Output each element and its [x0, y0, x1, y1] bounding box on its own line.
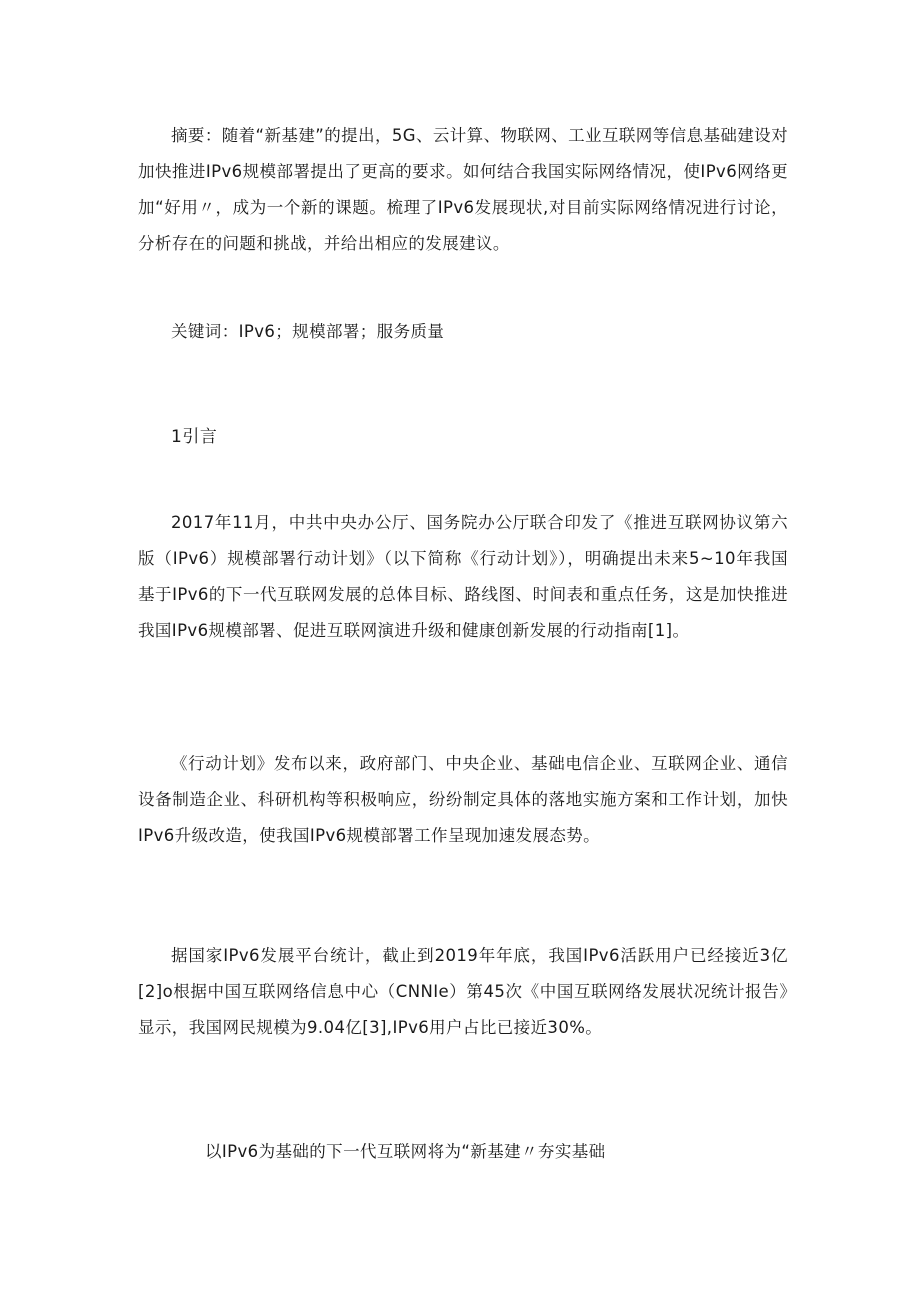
section-heading-introduction: 1引言	[171, 427, 218, 447]
abstract-paragraph: 摘要：随着“新基建”的提出，5G、云计算、物联网、工业互联网等信息基础建设对加快推进IPv6规模部署提出了更高的要求。如何结合我国实际网络情况，使IPv6网络更加“好用〃，成为一个新的课题。梳理了IPv6发展现状,对目前实际网络情况进行讨论，分析存在的问题和挑战，并给出相应的发展建议。	[138, 126, 788, 253]
keywords-line: 关键词：IPv6；规模部署；服务质量	[171, 322, 445, 341]
body-paragraph: 2017年11月，中共中央办公厅、国务院办公厅联合印发了《推进互联网协议第六版（IPv6）规模部署行动计划》（以下简称《行动计划》），明确提出未来5~10年我国基于IPv6的下一代互联网发展的总体目标、路线图、时间表和重点任务，这是加快推进我国IPv6规模部署、促进互联网演进升级和健康创新发展的行动指南[1]。	[138, 513, 788, 640]
body-paragraph: 《行动计划》发布以来，政府部门、中央企业、基础电信企业、互联网企业、通信设备制造企业、科研机构等积极响应，纷纷制定具体的落地实施方案和工作计划，加快IPv6升级改造，使我国IPv6规模部署工作呈现加速发展态势。	[138, 754, 788, 845]
body-paragraph: 据国家IPv6发展平台统计，截止到2019年年底，我国IPv6活跃用户已经接近3亿[2]o根据中国互联网络信息中心（CNNIe）第45次《中国互联网络发展状况统计报告》显示，我国网民规模为9.04亿[3],IPv6用户占比已接近30%。	[138, 946, 788, 1037]
subsection-heading: 以IPv6为基础的下一代互联网将为“新基建〃夯实基础	[205, 1142, 606, 1161]
